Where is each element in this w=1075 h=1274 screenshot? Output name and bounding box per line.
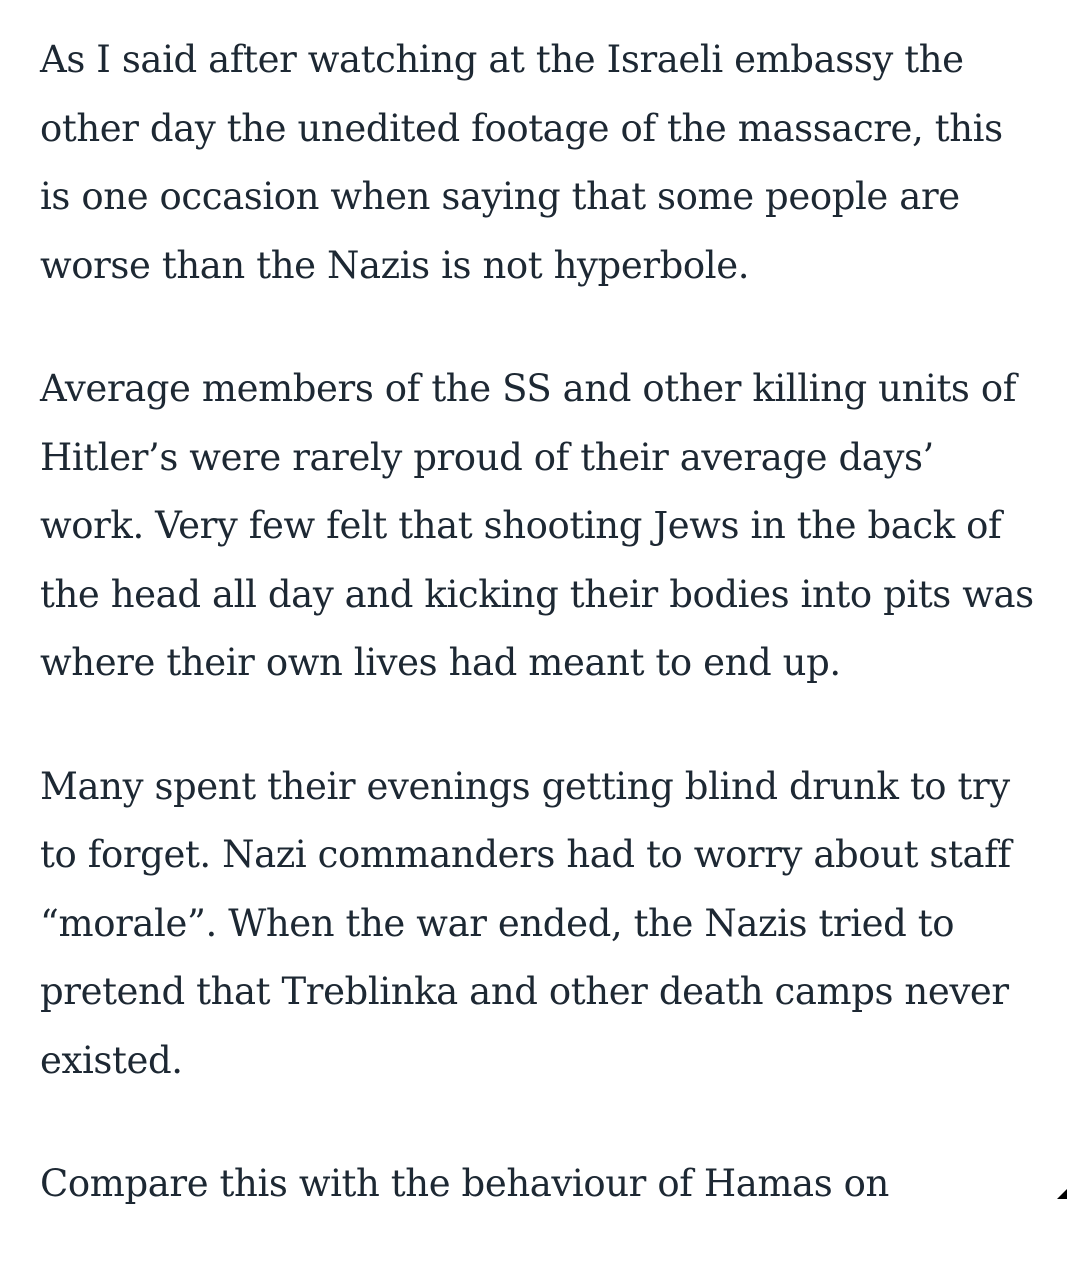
text-line: Compare this with the behaviour of Hamas on bbox=[40, 1162, 889, 1205]
text-line: is one occasion when saying that some people are bbox=[40, 175, 960, 218]
paragraph-1 bbox=[40, 26, 1050, 300]
text-line: to forget. Nazi commanders had to worry about staff bbox=[40, 833, 1011, 876]
paragraph-3 bbox=[40, 753, 1050, 1096]
text-line: Average members of the SS and other killing units of bbox=[40, 367, 1017, 410]
text-line: the head all day and kicking their bodies into pits was bbox=[40, 572, 1034, 616]
paragraph-4 bbox=[40, 1150, 1050, 1219]
resize-corner-icon bbox=[1057, 1189, 1067, 1199]
text-line: worse than the Nazis is not hyperbole. bbox=[40, 243, 750, 287]
paragraph-2 bbox=[40, 355, 1050, 698]
text-line: Hitler’s were rarely proud of their average days’ bbox=[40, 435, 934, 479]
text-line: Many spent their evenings getting blind drunk to try bbox=[40, 764, 1010, 808]
text-line: where their own lives had meant to end up. bbox=[40, 641, 841, 684]
article-body bbox=[40, 26, 1050, 1274]
text-line: “morale”. When the war ended, the Nazis tried to bbox=[40, 901, 955, 945]
text-line: other day the unedited footage of the massacre, this bbox=[40, 106, 1003, 150]
text-line: work. Very few felt that shooting Jews in the back of bbox=[40, 504, 1002, 547]
text-line: As I said after watching at the Israeli embassy the bbox=[40, 38, 964, 81]
text-line: pretend that Treblinka and other death camps never bbox=[40, 970, 1009, 1013]
text-line: existed. bbox=[40, 1038, 183, 1082]
